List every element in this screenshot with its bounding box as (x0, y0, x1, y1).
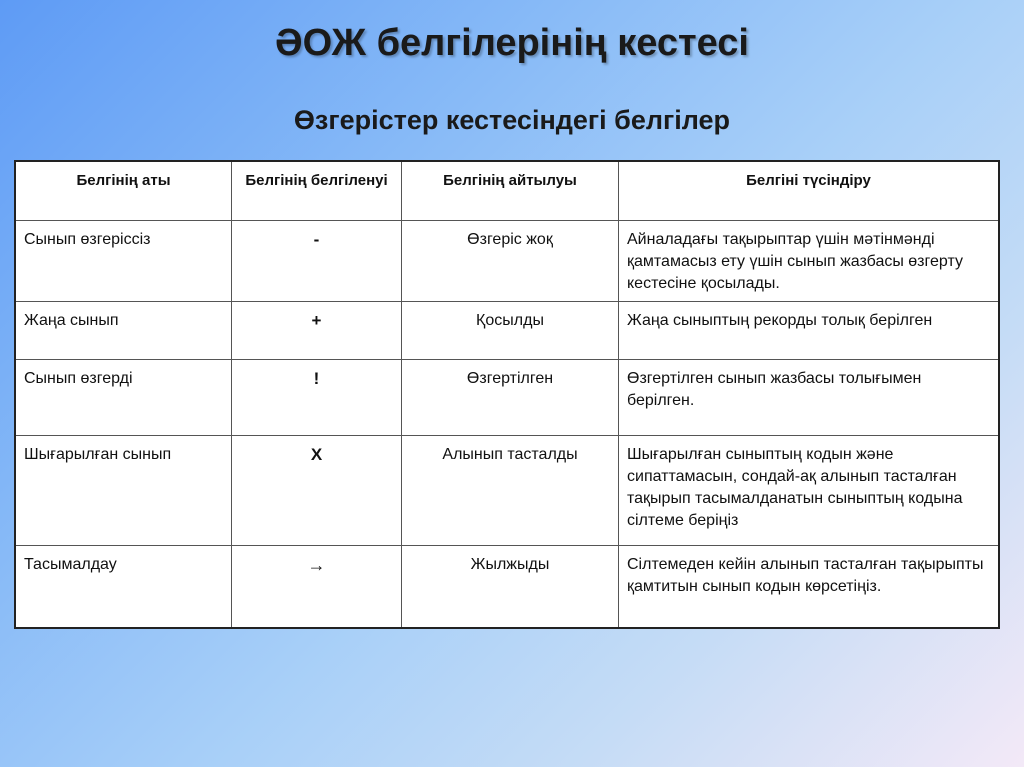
cell-name: Сынып өзгерді (15, 359, 232, 436)
header-symbol-notation: Белгінің белгіленуі (232, 161, 402, 221)
cell-name: Сынып өзгерiссiз (15, 221, 232, 302)
cell-spoken: Жылжыды (402, 545, 619, 628)
cell-description: Айналадағы тақырыптар үшін мәтінмәнді қамтамасыз ету үшін сынып жазбасы өзгерту кестесіне қосылады. (619, 221, 1000, 302)
cell-symbol: → (232, 545, 402, 628)
page-subtitle: Өзгерістер кестесіндегі белгілер (293, 105, 731, 135)
header-symbol-name: Белгінің аты (15, 161, 232, 221)
cell-spoken: Өзгеріс жоқ (402, 221, 619, 302)
cell-symbol: + (232, 301, 402, 359)
cell-symbol: X (232, 436, 402, 545)
table-row (15, 301, 999, 359)
table-row (15, 359, 999, 436)
table-header-row (15, 161, 999, 221)
cell-spoken: Алынып тасталды (402, 436, 619, 545)
header-symbol-explanation: Белгіні түсіндіру (619, 161, 1000, 221)
table-row (15, 545, 999, 628)
header-symbol-pronunciation: Белгінің айтылуы (402, 161, 619, 221)
cell-description: Өзгертілген сынып жазбасы толығымен берілген. (619, 359, 1000, 436)
cell-spoken: Қосылды (402, 301, 619, 359)
cell-name: Шығарылған сынып (15, 436, 232, 545)
cell-description: Шығарылған сыныптың кодын және сипаттамасын, сондай-ақ алынып тасталған тақырып тасымалданатын сыныптың кодына сілтеме беріңіз (619, 436, 1000, 545)
page-title: ӘОЖ белгілерінің кестесі (275, 22, 749, 64)
table-body (15, 221, 999, 629)
cell-spoken: Өзгертілген (402, 359, 619, 436)
cell-description: Сілтемеден кейін алынып тасталған тақырыпты қамтитын сынып кодын көрсетіңіз. (619, 545, 1000, 628)
table-row (15, 221, 999, 302)
cell-name: Жаңа сынып (15, 301, 232, 359)
table-header (15, 161, 999, 221)
symbols-table (14, 160, 1000, 629)
table-row (15, 436, 999, 545)
cell-symbol: - (232, 221, 402, 302)
cell-description: Жаңа сыныптың рекорды толық берілген (619, 301, 1000, 359)
cell-name: Тасымалдау (15, 545, 232, 628)
cell-symbol: ! (232, 359, 402, 436)
